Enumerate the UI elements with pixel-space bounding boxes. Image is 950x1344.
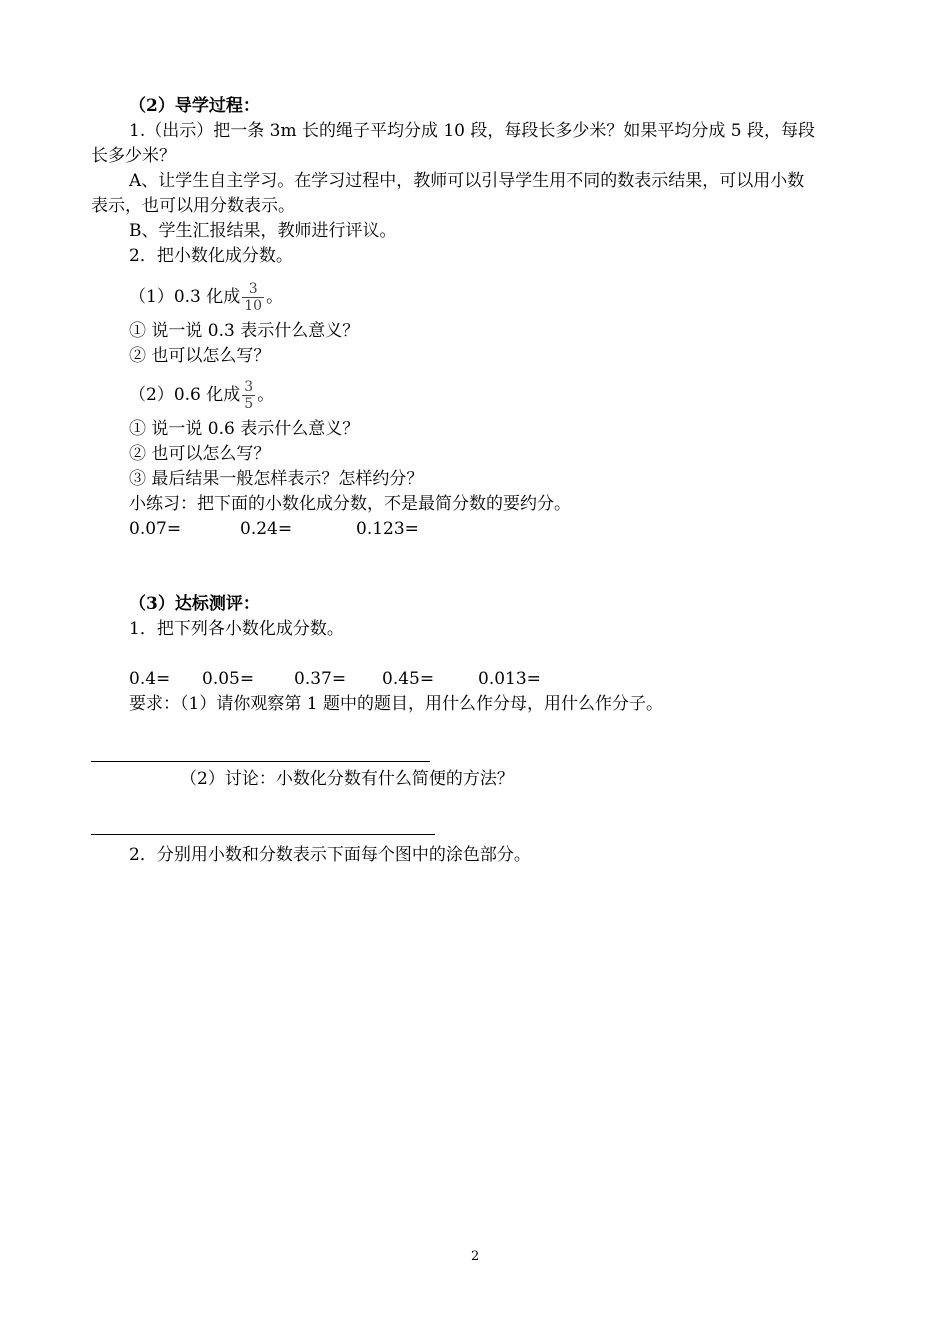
item2-denominator: 5	[244, 396, 254, 412]
item2-question3: ③ 最后结果一般怎样表示？怎样约分？	[129, 469, 424, 489]
practice-instruction: 小练习：把下面的小数化成分数，不是最简分数的要约分。	[129, 494, 571, 514]
note-b: B、学生汇报结果，教师进行评议。	[129, 221, 397, 241]
practice-item: 0.24=	[240, 519, 293, 539]
answer-line	[91, 761, 430, 762]
item2-numerator: 3	[244, 379, 254, 395]
question1-line1: 1.（出示）把一条 3m 长的绳子平均分成 10 段，每段长多少米？如果平均分成 5 段，每段	[129, 121, 816, 141]
item1-question2: ② 也可以怎么写？	[129, 346, 271, 366]
answer-line	[91, 834, 435, 835]
test-question2: 2．分别用小数和分数表示下面每个图中的涂色部分。	[129, 845, 531, 865]
item1-question1: ① 说一说 0.3 表示什么意义？	[129, 321, 360, 341]
requirement-1: 要求：（1）请你观察第 1 题中的题目，用什么作分母，用什么作分子。	[129, 694, 663, 714]
item2-prefix: （2）0.6 化成	[129, 385, 241, 405]
test-question1: 1．把下列各小数化成分数。	[129, 619, 344, 639]
item1-numerator: 3	[248, 281, 258, 297]
section2-heading: （2）导学过程：	[129, 96, 260, 116]
item1-suffix: 。	[266, 287, 284, 307]
item2-suffix: 。	[257, 385, 275, 405]
item1-fraction	[242, 281, 264, 314]
section3-heading: （3）达标测评：	[129, 594, 260, 614]
question2: 2．把小数化成分数。	[129, 246, 293, 266]
test-item: 0.013=	[478, 669, 541, 689]
test-item: 0.4=	[129, 669, 171, 689]
note-a-line1: A、让学生自主学习。在学习过程中，教师可以引导学生用不同的数表示结果，可以用小数	[129, 171, 805, 191]
item1-denominator: 10	[244, 298, 263, 314]
test-item: 0.05=	[202, 669, 255, 689]
item1-prefix: （1）0.3 化成	[129, 287, 241, 307]
practice-item: 0.123=	[356, 519, 419, 539]
requirement-2: （2）讨论：小数化分数有什么简便的方法？	[180, 769, 514, 789]
test-item: 0.37=	[294, 669, 347, 689]
item2-row	[129, 379, 274, 412]
item2-fraction	[242, 379, 255, 412]
item2-question1: ① 说一说 0.6 表示什么意义？	[129, 419, 360, 439]
question1-line2: 长多少米？	[91, 146, 176, 166]
page-number: 2	[471, 1249, 480, 1264]
practice-item: 0.07=	[129, 519, 182, 539]
note-a-line2: 表示，也可以用分数表示。	[91, 196, 295, 216]
item2-question2: ② 也可以怎么写？	[129, 444, 271, 464]
test-item: 0.45=	[382, 669, 435, 689]
item1-row	[129, 281, 283, 314]
